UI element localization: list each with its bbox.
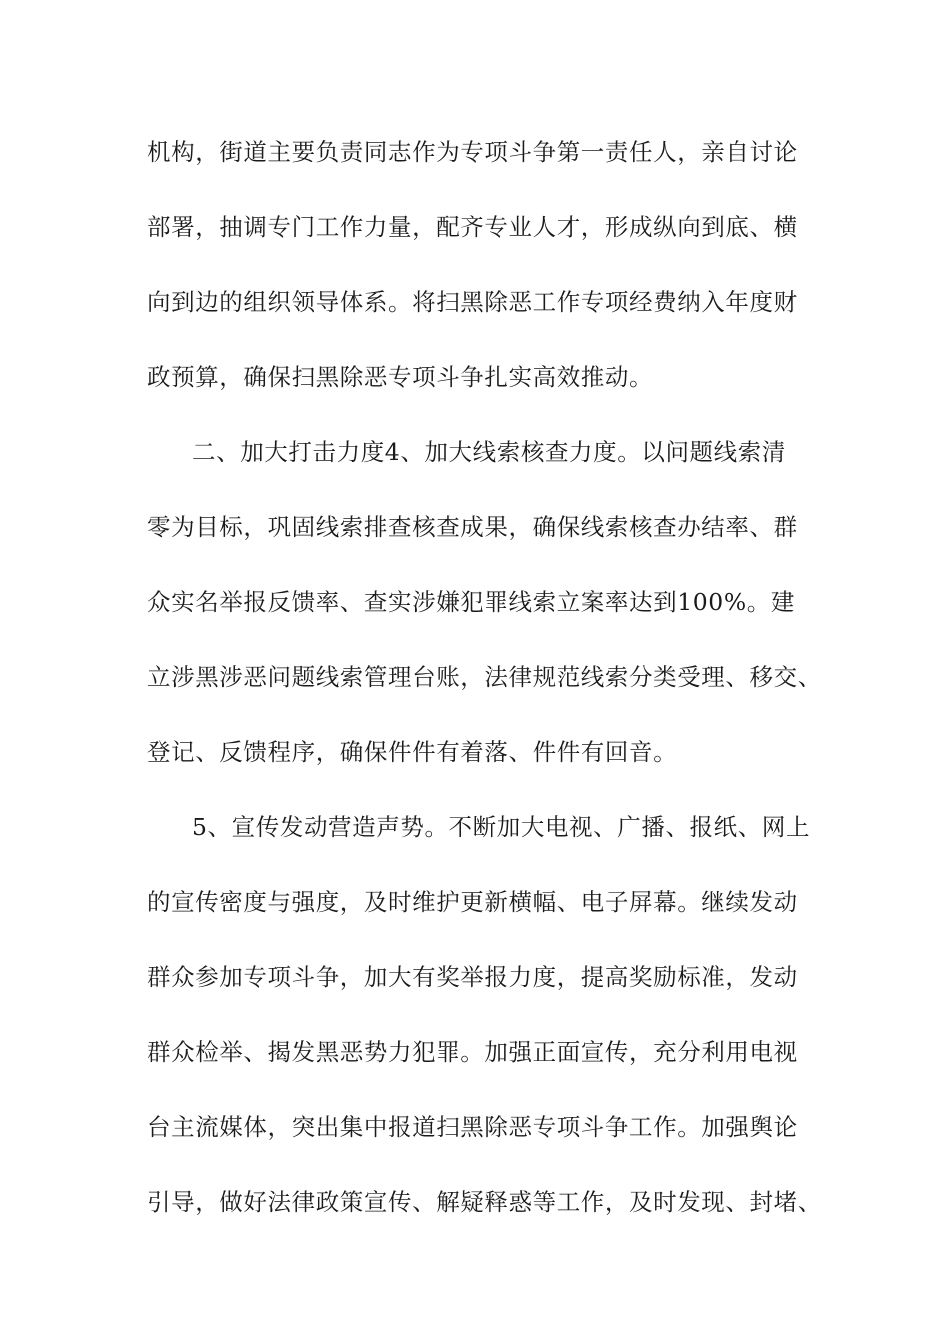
text-line: 零为目标，巩固线索排查核查成果，确保线索核查办结率、群 <box>147 513 798 541</box>
text-line: 立涉黑涉恶问题线索管理台账，法律规范线索分类受理、移交、 <box>147 663 822 691</box>
text-line: 向到边的组织领导体系。将扫黑除恶工作专项经费纳入年度财 <box>147 288 798 316</box>
text-line: 台主流媒体，突出集中报道扫黑除恶专项斗争工作。加强舆论 <box>147 1113 798 1141</box>
text-line: 登记、反馈程序，确保件件有着落、件件有回音。 <box>147 738 678 766</box>
text-line: 众实名举报反馈率、查实涉嫌犯罪线索立案率达到100%。建 <box>147 588 795 616</box>
section-heading-line: 二、加大打击力度4、加大线索核查力度。以问题线索清 <box>192 438 786 466</box>
text-line: 部署，抽调专门工作力量，配齐专业人才，形成纵向到底、横 <box>147 213 798 241</box>
text-line: 的宣传密度与强度，及时维护更新横幅、电子屏幕。继续发动 <box>147 888 798 916</box>
text-line: 机构，街道主要负责同志作为专项斗争第一责任人，亲自讨论 <box>147 138 798 166</box>
text-line: 政预算，确保扫黑除恶专项斗争扎实高效推动。 <box>147 363 654 391</box>
text-line: 引导，做好法律政策宣传、解疑释惑等工作，及时发现、封堵、 <box>147 1188 822 1216</box>
text-line: 群众检举、揭发黑恶势力犯罪。加强正面宣传，充分利用电视 <box>147 1038 798 1066</box>
paragraph-start-line: 5、宣传发动营造声势。不断加大电视、广播、报纸、网上 <box>192 813 811 841</box>
text-line: 群众参加专项斗争，加大有奖举报力度，提高奖励标准，发动 <box>147 963 798 991</box>
